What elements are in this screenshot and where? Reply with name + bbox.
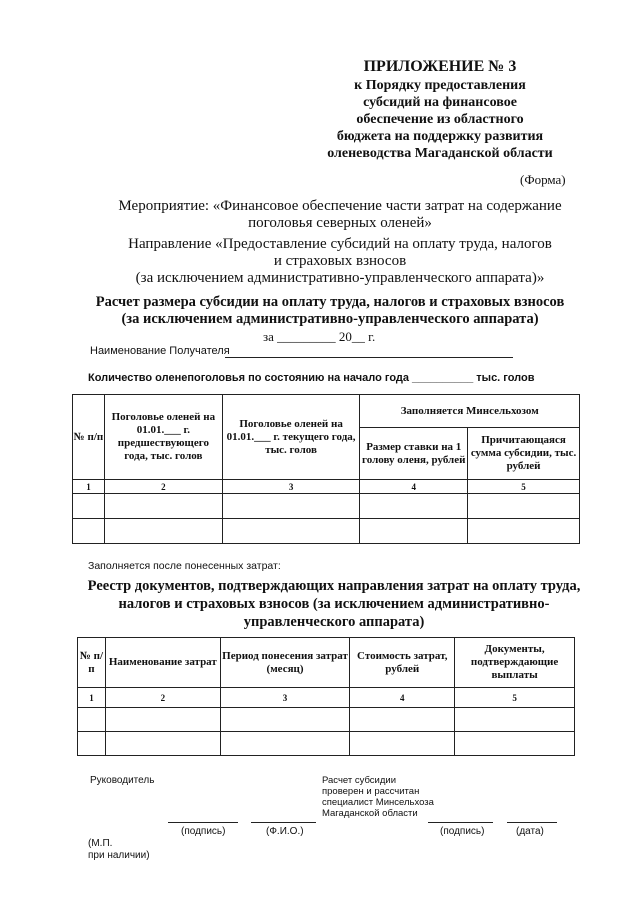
col-cost-value: Стоимость затрат, рублей <box>350 638 455 688</box>
table-cell[interactable] <box>220 708 350 732</box>
col-index: 5 <box>455 688 575 708</box>
registry-title <box>80 577 588 631</box>
col-rate: Размер ставки на 1 голову оленя, рублей <box>360 428 468 480</box>
table-cell[interactable] <box>73 519 105 544</box>
table-cell[interactable] <box>104 494 222 519</box>
checked-line: специалист Минсельхоза <box>322 797 434 808</box>
stamp-note <box>88 838 178 862</box>
col-due: Причитающаяся сумма субсидии, тыс. рублей <box>468 428 580 480</box>
stamp-line: при наличии) <box>88 850 150 861</box>
signature-caption: (подпись) <box>181 826 226 837</box>
appendix-line: обеспечение из областного <box>356 112 524 127</box>
appendix-line: оленеводства Магаданской области <box>327 146 553 161</box>
head-name-line[interactable] <box>251 822 316 823</box>
col-index: 2 <box>105 688 220 708</box>
col-index: 4 <box>360 480 468 494</box>
specialist-signature-line[interactable] <box>428 822 493 823</box>
col-number: № п/п <box>73 395 105 480</box>
col-index: 1 <box>73 480 105 494</box>
calc-title-line: Расчет размера субсидии на оплату труда, налогов и страховых взносов <box>95 294 565 310</box>
after-costs-note: Заполняется после понесенных затрат: <box>88 560 281 572</box>
date-line[interactable] <box>507 822 557 823</box>
form-label: (Форма) <box>520 172 566 187</box>
registry-table <box>77 637 575 756</box>
checked-by-block <box>322 775 442 819</box>
registry-title-line: налогов и страховых взносов (за исключением административно- <box>118 596 550 612</box>
table-cell[interactable] <box>360 494 468 519</box>
col-number: № п/п <box>78 638 106 688</box>
col-prev-herd: Поголовье оленей на 01.01.___ г. предшествующего года, тыс. голов <box>104 395 222 480</box>
subsidy-calc-table <box>72 394 580 544</box>
table-cell[interactable] <box>222 494 360 519</box>
col-curr-herd: Поголовье оленей на 01.01.___ г. текущего года, тыс. голов <box>222 395 360 480</box>
direction-line: (за исключением административно-управленческого аппарата)» <box>135 270 545 286</box>
checked-line: Расчет субсидии <box>322 775 397 786</box>
direction-text <box>90 236 590 287</box>
direction-line: Направление «Предоставление субсидий на оплату труда, налогов <box>128 236 552 252</box>
checked-line: проверен и рассчитан <box>322 786 420 797</box>
head-signature-line[interactable] <box>168 822 238 823</box>
table-cell[interactable] <box>350 732 455 756</box>
calc-title <box>80 294 580 328</box>
col-index: 3 <box>220 688 350 708</box>
appendix-title: ПРИЛОЖЕНИЕ № 3 <box>363 58 517 75</box>
table-cell[interactable] <box>73 494 105 519</box>
registry-title-line: Реестр документов, подтверждающих направления затрат на оплату труда, <box>87 578 581 594</box>
table-cell[interactable] <box>78 708 106 732</box>
registry-title-line: управленческого аппарата) <box>243 614 425 630</box>
col-docs: Документы, подтверждающие выплаты <box>455 638 575 688</box>
measure-text <box>90 198 590 232</box>
recipient-label: Наименование Получателя <box>90 345 230 357</box>
name-caption: (Ф.И.О.) <box>266 826 304 837</box>
col-cost-name: Наименование затрат <box>105 638 220 688</box>
col-index: 2 <box>104 480 222 494</box>
table-cell[interactable] <box>105 732 220 756</box>
col-cost-period: Период понесения затрат (месяц) <box>220 638 350 688</box>
table-cell[interactable] <box>220 732 350 756</box>
period-field: за _________ 20__ г. <box>263 329 376 344</box>
appendix-line: субсидий на финансовое <box>363 95 517 110</box>
table-cell[interactable] <box>105 708 220 732</box>
measure-line: поголовья северных оленей» <box>248 215 432 231</box>
appendix-line: к Порядку предоставления <box>354 78 526 93</box>
table-cell[interactable] <box>455 732 575 756</box>
calc-title-line: (за исключением административно-управленческого аппарата) <box>121 311 539 327</box>
col-index: 3 <box>222 480 360 494</box>
table-cell[interactable] <box>78 732 106 756</box>
table-cell[interactable] <box>360 519 468 544</box>
checked-line: Магаданской области <box>322 808 418 819</box>
date-caption: (дата) <box>516 826 544 837</box>
direction-line: и страховых взносов <box>273 253 407 269</box>
recipient-input-line[interactable] <box>225 357 513 358</box>
col-index: 4 <box>350 688 455 708</box>
signature-caption: (подпись) <box>440 826 485 837</box>
col-index: 1 <box>78 688 106 708</box>
table-cell[interactable] <box>468 494 580 519</box>
table-cell[interactable] <box>104 519 222 544</box>
table-cell[interactable] <box>455 708 575 732</box>
col-group-ministry: Заполняется Минсельхозом <box>360 395 580 428</box>
stamp-line: (М.П. <box>88 838 113 849</box>
table-cell[interactable] <box>222 519 360 544</box>
appendix-line: бюджета на поддержку развития <box>336 129 544 144</box>
col-index: 5 <box>468 480 580 494</box>
appendix-header <box>300 58 580 162</box>
table-cell[interactable] <box>468 519 580 544</box>
head-label: Руководитель <box>90 775 155 786</box>
table-cell[interactable] <box>350 708 455 732</box>
herd-count: Количество оленепоголовья по состоянию на начало года __________ тыс. голов <box>88 372 535 384</box>
measure-line: Мероприятие: «Финансовое обеспечение части затрат на содержание <box>118 198 562 214</box>
